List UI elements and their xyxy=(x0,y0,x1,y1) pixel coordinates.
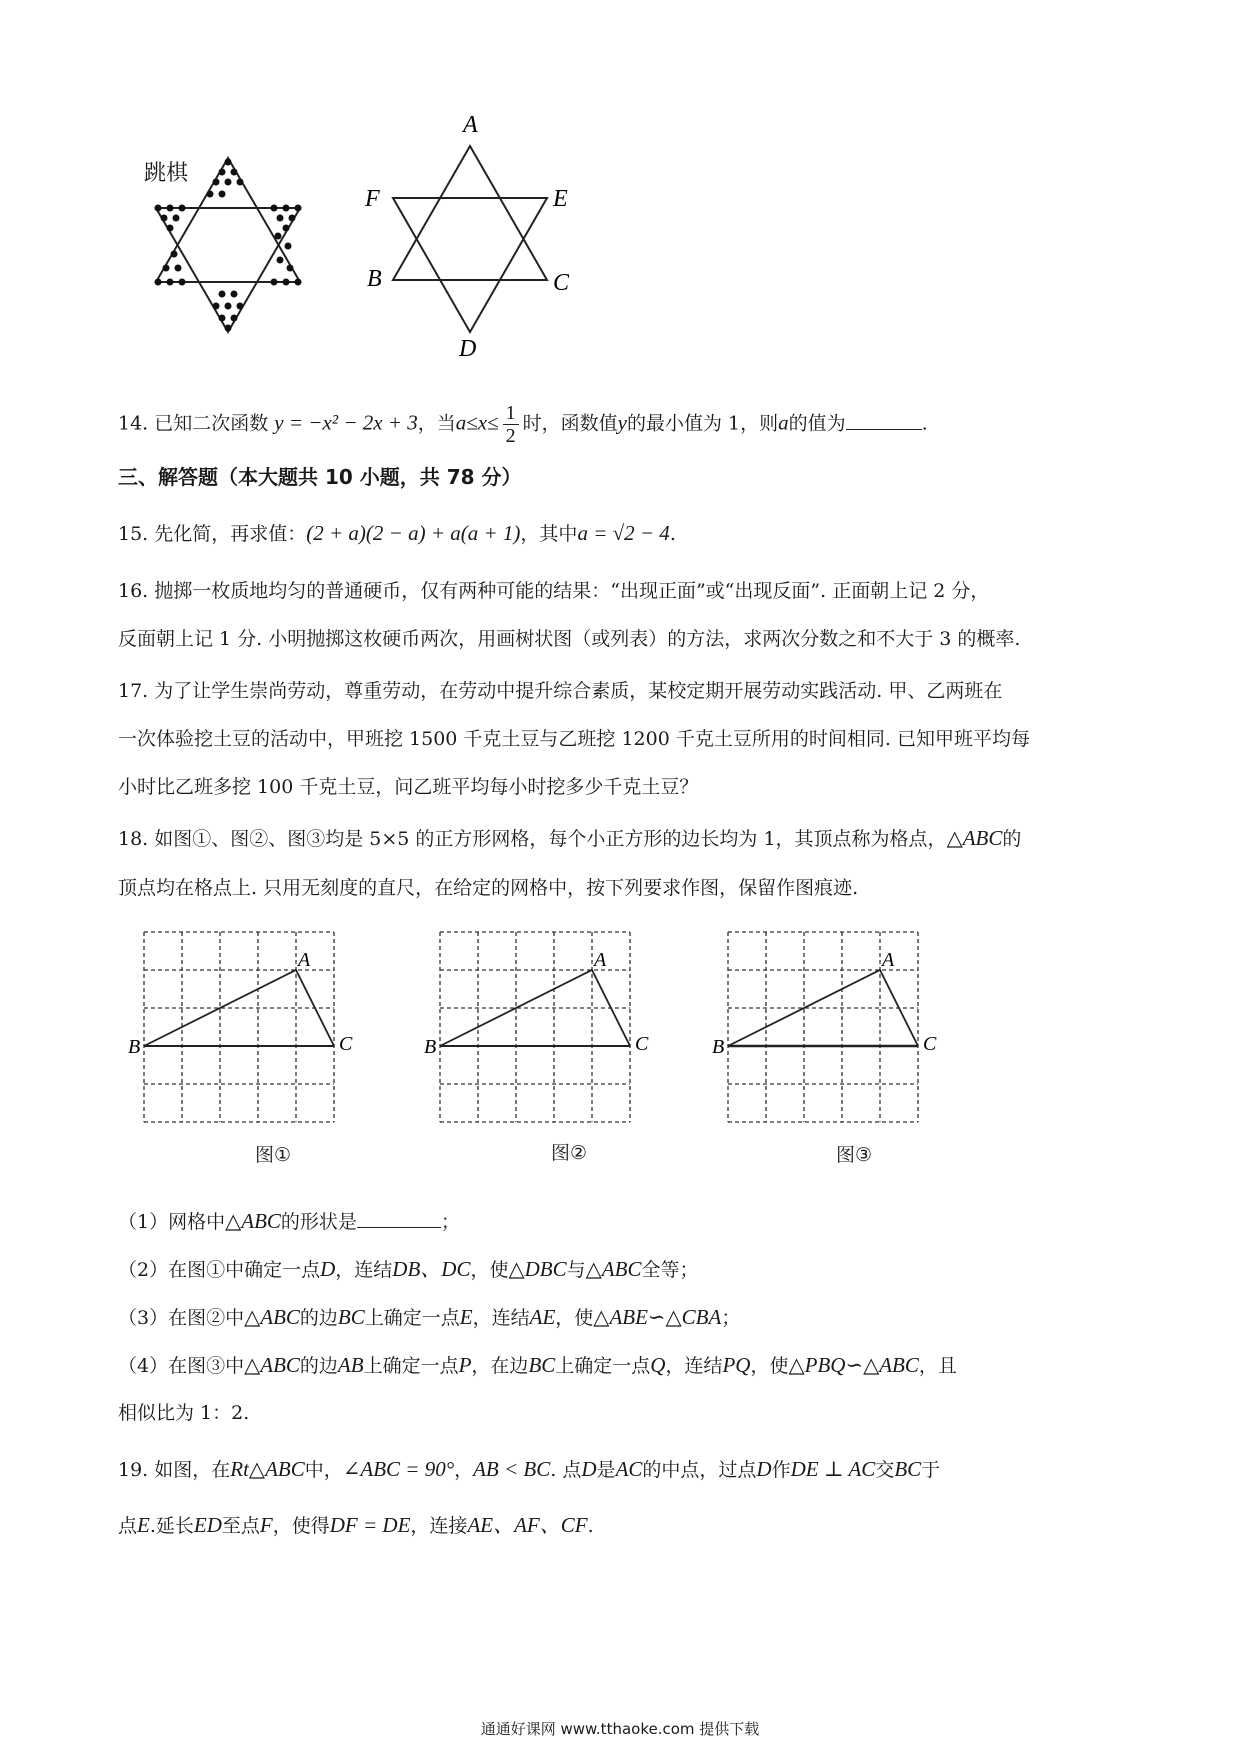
q18-sub2-text-2: ，连结 xyxy=(335,1259,393,1281)
q14-var-a: a xyxy=(778,410,789,435)
q18-text-1: 18. 如图①、图②、图③均是 5×5 的正方形网格，每个小正方形的边长均为 1，其顶点称为格点， xyxy=(118,828,947,850)
q18-sub4-text-7: ，使 xyxy=(750,1355,789,1377)
tiaoqi-label: 跳棋 xyxy=(144,161,189,186)
grid3-label-B: B xyxy=(712,1036,725,1058)
q19-rt-triangle: Rt△ABC xyxy=(230,1457,305,1481)
q18-sub3-text-4: ，连结 xyxy=(472,1307,530,1329)
q14-text-2: 时，函数值 xyxy=(522,412,618,435)
question-17-line-3: 小时比乙班多挖 100 千克土豆，问乙班平均每小时挖多少千克土豆？ xyxy=(118,776,699,798)
question-16-line-2: 反面朝上记 1 分. 小明抛掷这枚硬币两次，用画树状图（或列表）的方法，求两次分数之和不大于 3 的概率. xyxy=(118,628,1021,650)
q19-text-4: . 点 xyxy=(550,1459,582,1481)
q18-sub1-text-2: 的形状是 xyxy=(280,1211,357,1233)
q18-sub4-text-5: 上确定一点 xyxy=(555,1355,651,1377)
q14-function: y = −x² − 2x + 3 xyxy=(274,410,418,435)
q18-sub1-text-1: （1）网格中 xyxy=(118,1211,226,1233)
q18-sub2-triangle-dbc: △DBC xyxy=(508,1257,567,1281)
q19-inequality: AB < BC xyxy=(473,1457,551,1481)
q18-sub2-text-3: ，使 xyxy=(470,1259,509,1281)
q18-sub1-answer-blank[interactable] xyxy=(357,1209,441,1228)
question-17-line-1: 17. 为了让学生崇尚劳动，尊重劳动，在劳动中提升综合素质，某校定期开展劳动实践活动. 甲、乙两班在 xyxy=(118,680,1003,702)
q18-sub4-side-ab: AB xyxy=(337,1353,364,1377)
q19-segments: AE、AF、CF xyxy=(467,1513,588,1537)
grid-figure-1 xyxy=(128,920,378,1144)
grid-graphic-2 xyxy=(424,920,674,1140)
grid-figure-3 xyxy=(712,920,962,1144)
q18-sub2-text-4: 与 xyxy=(566,1259,586,1281)
grid3-label-A: A xyxy=(882,949,895,971)
question-19-line-1 xyxy=(118,1456,1128,1483)
q18-sub2-text-5: 全等； xyxy=(641,1259,699,1281)
chinese-checkers-figure xyxy=(138,150,318,344)
q19-side-bc: BC xyxy=(894,1457,922,1481)
q18-sub4-text-3: 上确定一点 xyxy=(363,1355,459,1377)
star-label-E: E xyxy=(553,186,568,212)
question-18-line-1 xyxy=(118,825,1128,852)
q18-sub4-side-bc: BC xyxy=(528,1353,556,1377)
question-17-line-2: 一次体验挖土豆的活动中，甲班挖 1500 千克土豆与乙班挖 1200 千克土豆所用的时间相同. 已知甲班平均每 xyxy=(118,728,1030,750)
question-15 xyxy=(118,520,1128,547)
q19-point-F: F xyxy=(259,1513,273,1537)
q18-sub3-end: ； xyxy=(721,1307,741,1329)
q19-point-D-2: D xyxy=(756,1457,772,1481)
star-label-C: C xyxy=(553,270,570,296)
q15-prefix: 15. 先化简，再求值： xyxy=(118,523,307,545)
q18-sub-3 xyxy=(118,1304,1128,1331)
q19-text-9: 于 xyxy=(921,1459,941,1481)
grid2-label-C: C xyxy=(635,1033,649,1055)
grid-caption-1: 图① xyxy=(255,1144,292,1166)
q14-end: . xyxy=(921,412,928,435)
grid1-label-A: A xyxy=(298,949,311,971)
q19-perpendicular: DE ⊥ AC xyxy=(790,1457,876,1481)
hexagram-figure xyxy=(355,110,585,364)
q18-sub3-side-bc: BC xyxy=(337,1305,365,1329)
q18-sub-4-line-2: 相似比为 1：2. xyxy=(118,1402,250,1424)
q18-sub4-text-1: （4）在图③中 xyxy=(118,1355,245,1377)
q14-prefix: 14. 已知二次函数 xyxy=(118,412,275,435)
q18-sub3-segment-ae: AE xyxy=(529,1305,556,1329)
question-16-line-1: 16. 抛掷一枚质地均匀的普通硬币，仅有两种可能的结果：“出现正面”或“出现反面”. 正面朝上记 2 分， xyxy=(118,580,990,602)
q19-segment-ed: ED xyxy=(193,1513,222,1537)
q19-text-7: 作 xyxy=(771,1459,791,1481)
q19-end: . xyxy=(587,1515,594,1537)
q19-text-10: 点 xyxy=(118,1515,138,1537)
q18-sub4-text-2: 的边 xyxy=(299,1355,338,1377)
q14-fraction xyxy=(503,402,519,447)
q19-point-D: D xyxy=(581,1457,597,1481)
q15-end: . xyxy=(669,523,676,545)
q18-sub4-triangle: △ABC xyxy=(244,1353,300,1377)
q18-sub4-segment-pq: PQ xyxy=(722,1353,751,1377)
q19-angle: ∠ABC = 90° xyxy=(342,1457,455,1481)
star-label-B: B xyxy=(367,266,382,292)
q19-text-12: 至点 xyxy=(221,1515,260,1537)
q14-text-1: ，当 xyxy=(417,412,456,435)
q19-point-E: E xyxy=(137,1513,150,1537)
star-label-D: D xyxy=(459,336,477,360)
q19-text-5: 是 xyxy=(596,1459,616,1481)
q18-sub-1 xyxy=(118,1208,1128,1235)
grid-caption-2: 图② xyxy=(551,1142,588,1164)
page-footer: 通通好课网 www.tthaoke.com 提供下载 xyxy=(480,1720,760,1738)
q18-sub2-segments: DB、DC xyxy=(392,1257,471,1281)
q18-sub4-point-P: P xyxy=(458,1353,472,1377)
grid1-label-C: C xyxy=(339,1033,353,1055)
q19-text-1: 19. 如图，在 xyxy=(118,1459,231,1481)
q14-text-3: 的最小值为 1，则 xyxy=(626,412,779,435)
question-18-line-2: 顶点均在格点上. 只用无刻度的直尺，在给定的网格中，按下列要求作图，保留作图痕迹. xyxy=(118,877,859,899)
q15-text: ，其中 xyxy=(520,523,578,545)
q18-sub3-text-3: 上确定一点 xyxy=(364,1307,460,1329)
q14-text-4: 的值为 xyxy=(788,412,846,435)
q18-sub4-point-Q: Q xyxy=(650,1353,666,1377)
q19-text-11: .延长 xyxy=(149,1515,194,1537)
q18-sub3-text-2: 的边 xyxy=(299,1307,338,1329)
q19-equation: DF = DE xyxy=(329,1513,411,1537)
q18-sub-4 xyxy=(118,1352,1128,1379)
q18-sub4-text-4: ，在边 xyxy=(471,1355,529,1377)
q14-frac-num: 1 xyxy=(503,402,519,425)
q15-expression: (2 + a)(2 − a) + a(a + 1) xyxy=(306,521,521,545)
q18-sub-2 xyxy=(118,1256,1128,1283)
q18-sub2-text-1: （2）在图①中确定一点 xyxy=(118,1259,321,1281)
q19-text-14: ，连接 xyxy=(410,1515,468,1537)
q18-sub2-point-D: D xyxy=(320,1257,336,1281)
grid-graphic-1 xyxy=(128,920,378,1140)
hexagram-graphic xyxy=(355,110,585,360)
q18-sub3-similarity: △ABE∽△CBA xyxy=(593,1305,722,1329)
q18-sub3-triangle: △ABC xyxy=(244,1305,300,1329)
q18-sub4-text-6: ，连结 xyxy=(665,1355,723,1377)
q18-text-2: 的 xyxy=(1002,828,1022,850)
star-label-A: A xyxy=(463,112,478,138)
grid1-label-B: B xyxy=(128,1036,141,1058)
grid-figure-2 xyxy=(424,920,674,1144)
star-label-F: F xyxy=(365,186,380,212)
q18-sub1-end: ； xyxy=(440,1211,460,1233)
q18-sub3-text-1: （3）在图②中 xyxy=(118,1307,245,1329)
q19-side-ac: AC xyxy=(615,1457,643,1481)
q19-text-3: ， xyxy=(454,1459,474,1481)
q18-triangle: △ABC xyxy=(946,826,1003,850)
grid2-label-B: B xyxy=(424,1036,437,1058)
grid2-label-A: A xyxy=(594,949,607,971)
q18-sub3-text-5: ，使 xyxy=(555,1307,594,1329)
grid3-label-C: C xyxy=(923,1033,937,1055)
q19-text-2: 中， xyxy=(304,1459,343,1481)
q19-text-8: 交 xyxy=(875,1459,895,1481)
grid-graphic-3 xyxy=(712,920,962,1140)
question-19-line-2 xyxy=(118,1512,1128,1539)
q15-condition: a = √2 − 4 xyxy=(577,521,670,545)
q14-condition: a≤x≤ xyxy=(455,410,499,435)
q18-sub3-point-E: E xyxy=(459,1305,473,1329)
q14-frac-den: 2 xyxy=(505,425,516,447)
question-14 xyxy=(118,402,1128,447)
q18-sub4-similarity: △PBQ∽△ABC xyxy=(788,1353,919,1377)
q14-var-y: y xyxy=(617,410,627,435)
q18-sub4-text-8: ，且 xyxy=(918,1355,957,1377)
section-3-heading: 三、解答题（本大题共 10 小题，共 78 分） xyxy=(118,465,522,489)
q18-sub1-triangle: △ABC xyxy=(225,1209,281,1233)
q19-text-13: ，使得 xyxy=(272,1515,330,1537)
q18-sub2-triangle-abc: △ABC xyxy=(585,1257,642,1281)
q14-answer-blank[interactable] xyxy=(846,411,922,430)
q19-text-6: 的中点，过点 xyxy=(642,1459,757,1481)
grid-caption-3: 图③ xyxy=(836,1144,873,1166)
